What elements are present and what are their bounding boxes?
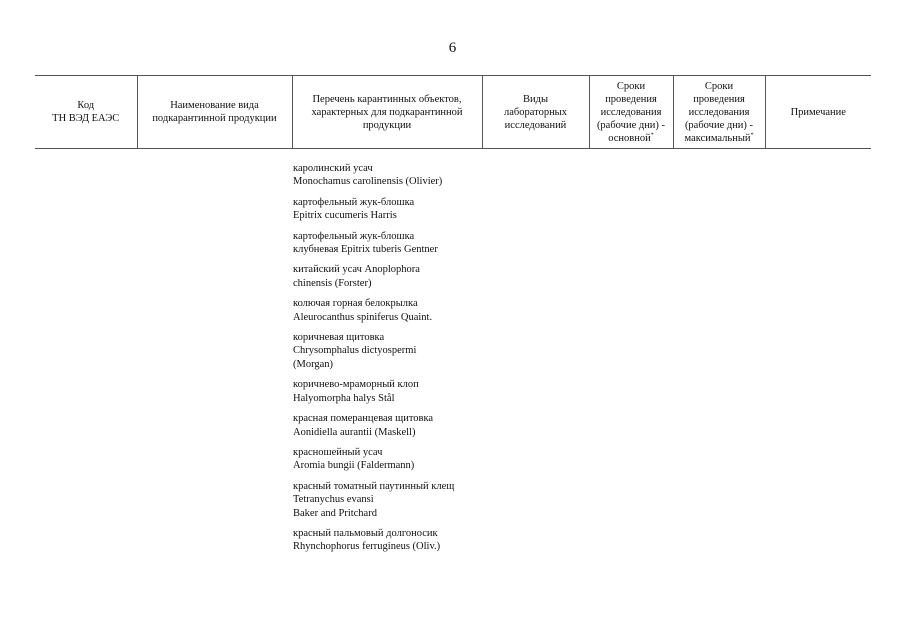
list-item bbox=[293, 230, 493, 257]
list-item-line: картофельный жук-блошка bbox=[293, 230, 415, 242]
header-line: исследований bbox=[504, 119, 567, 131]
list-item bbox=[293, 297, 493, 324]
list-item-line: Chrysomphalus dictyospermi bbox=[293, 345, 417, 357]
list-item-line: Baker and Pritchard bbox=[293, 507, 377, 519]
list-item bbox=[293, 446, 493, 473]
list-item-line: Monochamus carolinensis (Olivier) bbox=[293, 176, 443, 188]
list-item-line: каролинский усач bbox=[293, 163, 373, 174]
list-item bbox=[293, 527, 493, 554]
header-line: характерных для подкарантинной bbox=[311, 106, 463, 118]
list-item bbox=[293, 263, 493, 290]
list-item bbox=[293, 480, 493, 520]
list-item bbox=[293, 162, 493, 189]
list-item bbox=[293, 378, 493, 405]
header-quarantine-objects bbox=[292, 76, 482, 149]
list-item-line: Epitrix cucumeris Harris bbox=[293, 210, 397, 222]
header-term-basic bbox=[589, 76, 673, 149]
header-line: исследования bbox=[600, 106, 662, 118]
list-item-line: коричневая щитовка bbox=[293, 332, 385, 344]
list-item-line: красная померанцевая щитовка bbox=[293, 413, 434, 425]
list-item-line: Aromia bungii (Faldermann) bbox=[293, 460, 415, 472]
quarantine-objects-list bbox=[293, 162, 493, 561]
header-line: ТН ВЭД ЕАЭС bbox=[52, 113, 120, 124]
list-item-line: коричнево-мраморный клоп bbox=[293, 379, 419, 391]
header-line: проведения bbox=[693, 93, 745, 105]
list-item-line: Rhynchophorus ferrugineus (Oliv.) bbox=[293, 541, 441, 553]
header-line: проведения bbox=[605, 93, 657, 105]
header-line: Примечание bbox=[790, 106, 846, 118]
list-item bbox=[293, 196, 493, 223]
list-item-line: красношейный усач bbox=[293, 446, 383, 458]
header-code bbox=[35, 76, 137, 149]
header-line: исследования bbox=[688, 106, 750, 118]
header-lab-types bbox=[482, 76, 589, 149]
header-note bbox=[765, 76, 871, 149]
header-line: (рабочие дни) - bbox=[596, 119, 666, 131]
header-line: Перечень карантинных объектов, bbox=[312, 93, 462, 105]
list-item-line: chinensis (Forster) bbox=[293, 277, 372, 289]
footnote-mark: * bbox=[750, 132, 754, 138]
header-line: подкарантинной продукции bbox=[152, 113, 277, 124]
list-item bbox=[293, 412, 493, 439]
header-line: лабораторных bbox=[503, 106, 567, 118]
list-item-line: Halyomorpha halys Stål bbox=[293, 392, 395, 404]
header-line: Сроки bbox=[616, 80, 646, 92]
list-item-line: картофельный жук-блошка bbox=[293, 196, 415, 208]
list-item-line: красный томатный паутинный клещ bbox=[293, 480, 455, 492]
list-item-line: (Morgan) bbox=[293, 358, 334, 370]
list-item-line: Aonidiella aurantii (Maskell) bbox=[293, 426, 416, 438]
header-line: Код bbox=[77, 100, 95, 111]
list-item-line: красный пальмовый долгоносик bbox=[293, 527, 438, 539]
header-line: Сроки bbox=[704, 80, 734, 92]
header-line: максимальный* bbox=[684, 132, 754, 144]
list-item-line: клубневая Epitrix tuberis Gentner bbox=[293, 244, 438, 256]
header-product-name bbox=[137, 76, 292, 149]
header-line: Виды bbox=[522, 93, 549, 105]
list-item-line: Tetranychus evansi bbox=[293, 494, 374, 506]
list-item bbox=[293, 331, 493, 371]
page-number: 6 bbox=[448, 40, 457, 56]
footnote-mark: * bbox=[650, 132, 654, 138]
list-item-line: колючая горная белокрылка bbox=[293, 298, 418, 310]
header-line: основной* bbox=[608, 132, 654, 144]
table-header bbox=[35, 75, 871, 149]
header-line: (рабочие дни) - bbox=[684, 119, 754, 131]
header-term-max bbox=[673, 76, 765, 149]
list-item-line: Aleurocanthus spiniferus Quaint. bbox=[293, 311, 433, 323]
header-line: Наименование вида bbox=[170, 100, 259, 111]
list-item-line: китайский усач Anoplophora bbox=[293, 264, 420, 276]
header-line: продукции bbox=[362, 119, 412, 131]
